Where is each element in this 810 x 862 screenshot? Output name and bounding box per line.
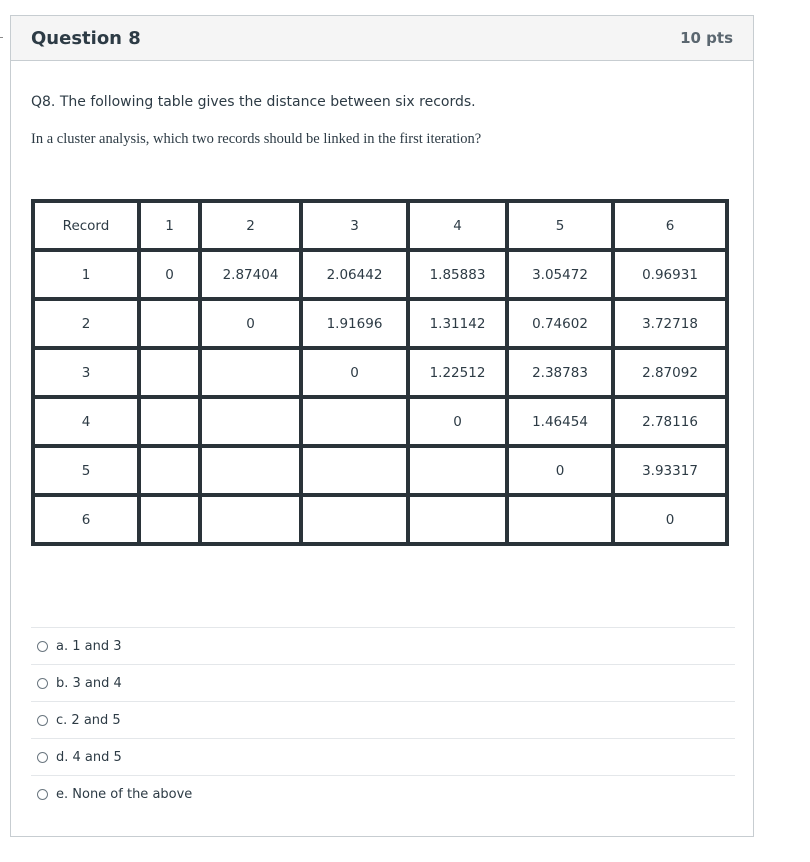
- table-cell: 0: [301, 348, 408, 397]
- distance-table: [31, 199, 729, 546]
- table-cell: 3.93317: [613, 446, 727, 495]
- answer-option-b[interactable]: [31, 664, 735, 701]
- table-cell: 2.38783: [507, 348, 613, 397]
- table-cell: [408, 495, 507, 544]
- table-cell: 2.87092: [613, 348, 727, 397]
- table-cell: 1: [33, 250, 139, 299]
- question-header: [11, 16, 753, 61]
- table-header-cell: 1: [139, 201, 200, 250]
- table-cell: 1.22512: [408, 348, 507, 397]
- table-cell: [301, 397, 408, 446]
- table-cell: 3.05472: [507, 250, 613, 299]
- question-prompt: Q8. The following table gives the distance between six records.: [31, 94, 476, 110]
- table-cell: 1.91696: [301, 299, 408, 348]
- table-cell: 4: [33, 397, 139, 446]
- table-row: [33, 348, 727, 397]
- table-cell: 6: [33, 495, 139, 544]
- table-cell: 2.87404: [200, 250, 301, 299]
- table-cell: [200, 397, 301, 446]
- table-row: [33, 299, 727, 348]
- table-cell: 2.06442: [301, 250, 408, 299]
- answer-option-c[interactable]: [31, 701, 735, 738]
- table-header-cell: 2: [200, 201, 301, 250]
- table-header-cell: 4: [408, 201, 507, 250]
- table-cell: [139, 397, 200, 446]
- question-title: Question 8: [31, 27, 141, 49]
- table-cell: 0: [507, 446, 613, 495]
- table-row: [33, 250, 727, 299]
- table-cell: [139, 348, 200, 397]
- table-cell: [139, 299, 200, 348]
- radio-button[interactable]: [37, 789, 48, 800]
- table-row: [33, 446, 727, 495]
- table-cell: [200, 495, 301, 544]
- table-cell: 0: [200, 299, 301, 348]
- table-row: [33, 397, 727, 446]
- answer-label: e. None of the above: [56, 786, 193, 802]
- question-points: 10 pts: [680, 29, 733, 47]
- radio-button[interactable]: [37, 752, 48, 763]
- table-cell: [139, 495, 200, 544]
- table-row: [33, 495, 727, 544]
- table-cell: [301, 446, 408, 495]
- table-cell: 0.96931: [613, 250, 727, 299]
- table-cell: 0.74602: [507, 299, 613, 348]
- table-header-row: [33, 201, 727, 250]
- table-cell: [139, 446, 200, 495]
- table-cell: [200, 348, 301, 397]
- table-cell: 0: [408, 397, 507, 446]
- table-cell: 1.85883: [408, 250, 507, 299]
- table-header-cell: 5: [507, 201, 613, 250]
- answer-label: a. 1 and 3: [56, 638, 122, 654]
- table-cell: [301, 495, 408, 544]
- answer-list: [31, 627, 735, 812]
- answer-option-d[interactable]: [31, 738, 735, 775]
- table-cell: 2.78116: [613, 397, 727, 446]
- table-header-cell: Record: [33, 201, 139, 250]
- table-cell: 5: [33, 446, 139, 495]
- radio-button[interactable]: [37, 641, 48, 652]
- table-header-cell: 6: [613, 201, 727, 250]
- table-cell: [507, 495, 613, 544]
- answer-option-e[interactable]: [31, 775, 735, 812]
- table-cell: 1.31142: [408, 299, 507, 348]
- table-cell: [200, 446, 301, 495]
- table-cell: 1.46454: [507, 397, 613, 446]
- table-cell: 3.72718: [613, 299, 727, 348]
- left-edge-mark: [0, 37, 3, 38]
- answer-label: d. 4 and 5: [56, 749, 122, 765]
- table-cell: 2: [33, 299, 139, 348]
- radio-button[interactable]: [37, 678, 48, 689]
- answer-option-a[interactable]: [31, 627, 735, 664]
- table-cell: 0: [139, 250, 200, 299]
- answer-label: b. 3 and 4: [56, 675, 122, 691]
- question-card: [10, 15, 754, 837]
- table-cell: 0: [613, 495, 727, 544]
- table-cell: 3: [33, 348, 139, 397]
- answer-label: c. 2 and 5: [56, 712, 121, 728]
- table-cell: [408, 446, 507, 495]
- table-header-cell: 3: [301, 201, 408, 250]
- question-instruction: In a cluster analysis, which two records should be linked in the first iteration?: [31, 131, 482, 147]
- radio-button[interactable]: [37, 715, 48, 726]
